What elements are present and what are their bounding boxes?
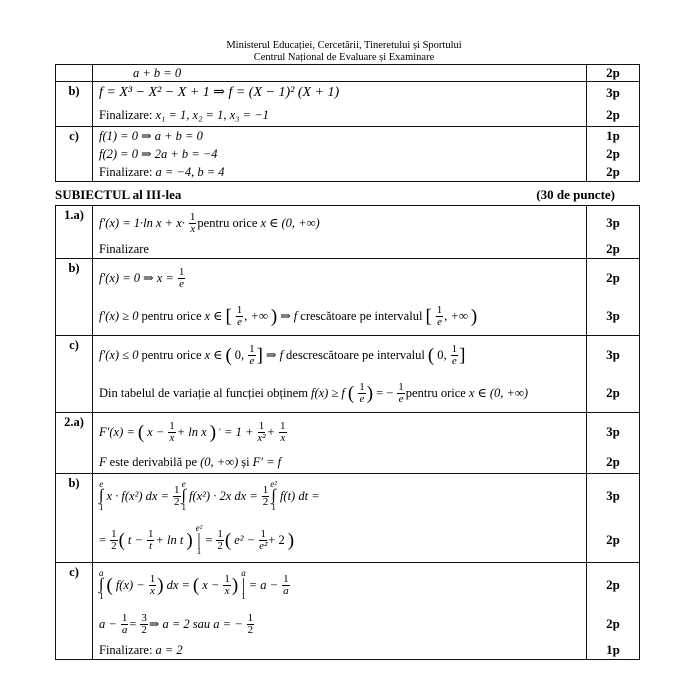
bracket: ( (225, 344, 232, 366)
math-expr: + ln t (155, 533, 184, 547)
bracket: ) (186, 529, 193, 551)
math-expr: dx = (166, 578, 190, 592)
math-expr: = (205, 533, 213, 547)
points-value: 2p (606, 270, 620, 285)
math-expr: f(x) ≥ f (310, 386, 345, 400)
frac-den: x (280, 431, 286, 444)
frac-den: 2 (217, 539, 223, 552)
row-points (587, 259, 640, 336)
points-value: 3p (606, 347, 620, 362)
frac-num: 1 (178, 265, 185, 278)
math-expr: = (129, 617, 137, 631)
frac-num: 1 (217, 527, 223, 540)
upper-limit: e² (270, 479, 277, 489)
math-expr: (0, +∞) (200, 455, 239, 469)
text: pentru orice (141, 348, 202, 362)
row-body (93, 413, 587, 474)
lower-limit: 1 (99, 502, 104, 512)
frac-num: 1 (189, 210, 196, 223)
frac-num: 1 (247, 611, 254, 624)
frac-num: 1 (436, 303, 443, 316)
fraction (247, 613, 255, 636)
math-expr: F′ = f (252, 455, 282, 469)
text: pentru orice (405, 386, 466, 400)
bracket: ( (106, 574, 113, 596)
math-value: a = 2 (155, 643, 183, 657)
frac-num: 1 (359, 380, 365, 393)
math-expr: = 1 + (224, 425, 254, 439)
fraction (121, 613, 129, 636)
finalizare-label: Finalizare: (99, 108, 153, 122)
text: Din tabelul de variație al funcției obținem (99, 386, 308, 400)
math-line (99, 297, 586, 335)
part2-table (55, 64, 640, 182)
math-expr: 0, (234, 348, 245, 362)
row-label: b) (56, 82, 93, 127)
row-label (56, 65, 93, 82)
math-expr: x · f(x²) dx = (106, 489, 169, 503)
frac-num: 1 (169, 419, 175, 432)
fraction (397, 382, 405, 405)
math-line (99, 518, 586, 562)
math-line (99, 474, 586, 518)
bracket: ) (231, 574, 239, 596)
frac-den: a (121, 623, 128, 636)
frac-num: 1 (174, 483, 180, 496)
math-expr: f(x) − (115, 578, 145, 592)
frac-den: 2 (174, 495, 180, 508)
points-value: 2p (606, 65, 620, 80)
frac-den: e (398, 392, 404, 405)
table-row (56, 65, 640, 82)
math-expr: 0, (437, 348, 447, 362)
math-line (99, 82, 586, 104)
frac-den: 2 (111, 539, 117, 552)
bracket: ) (366, 382, 374, 404)
math-line (99, 563, 586, 607)
math-expr: f(x²) · 2x dx = (189, 489, 258, 503)
row-points (587, 206, 640, 259)
math-value: x₁ = 1, x₂ = 1, x₃ = −1 (155, 108, 269, 122)
fraction (257, 421, 265, 444)
bracket: ( (347, 382, 355, 404)
frac-num: 1 (236, 303, 243, 316)
frac-den: e (359, 392, 365, 405)
math-expr: f′(x) = 1·ln x + x· (99, 216, 185, 230)
row-label: b) (56, 259, 93, 336)
frac-num: 1 (260, 527, 266, 540)
fraction (236, 305, 244, 328)
math-expr: f = X³ − X² − X + 1 ⇒ f = (X − 1)² (X + 1) (99, 85, 340, 100)
bracket: ] (256, 344, 263, 366)
bracket: ( (118, 529, 125, 551)
part3-table (55, 205, 640, 660)
points-value: 2p (606, 577, 620, 592)
frac-num: 1 (280, 419, 286, 432)
frac-den: t (149, 539, 153, 552)
fraction (248, 344, 256, 367)
section-title: SUBIECTUL al III-lea (55, 187, 182, 202)
lower-limit: 1 (241, 591, 246, 601)
points-value: 2p (606, 146, 620, 161)
math-line (99, 127, 586, 145)
text: pentru orice (141, 309, 202, 323)
math-expr: F′(x) = (99, 425, 135, 439)
fraction (259, 529, 267, 552)
table-row (56, 127, 640, 182)
frac-den: 2 (262, 495, 269, 508)
frac-den: e² (259, 539, 268, 552)
row-points (587, 82, 640, 127)
frac-den: e (237, 315, 242, 328)
frac-num: 1 (147, 527, 154, 540)
frac-num: 1 (258, 419, 265, 432)
fraction (358, 382, 366, 405)
evaluation-bar: a | 1 (241, 568, 246, 601)
frac-den: e (437, 315, 442, 328)
fraction (110, 529, 118, 552)
row-points (587, 65, 640, 82)
lower-limit: 1 (181, 502, 186, 512)
integral-sign: e ∫ 1 (181, 479, 186, 512)
points-value: 3p (606, 488, 620, 503)
frac-den: 2 (141, 623, 147, 636)
math-line (99, 259, 586, 297)
math-expr: a − (99, 617, 117, 631)
text: este derivabilă pe (109, 455, 198, 469)
math-expr: ⇒ f (265, 348, 284, 362)
text: crescătoare pe intervalul (300, 309, 423, 323)
bracket: ( (137, 421, 145, 443)
section-score: (30 de puncte) (536, 187, 615, 202)
frac-den: x² (257, 431, 266, 444)
points-value: 2p (606, 616, 620, 631)
bracket: ) (209, 421, 217, 443)
frac-num: 1 (249, 342, 255, 355)
math-line (99, 607, 586, 641)
fraction (178, 267, 186, 290)
fraction (282, 574, 290, 597)
fraction (173, 485, 181, 508)
fraction (279, 421, 287, 444)
math-expr: f′(x) ≥ 0 (99, 309, 139, 323)
prime-mark: ′ (219, 427, 222, 437)
math-expr: + 2 (268, 533, 285, 547)
frac-num: 1 (224, 572, 230, 585)
table-row (56, 259, 640, 336)
row-points (587, 413, 640, 474)
math-expr: f(t) dt = (279, 489, 320, 503)
row-label: b) (56, 474, 93, 563)
frac-num: 1 (121, 611, 128, 624)
evaluation-bar: e² | 1 (195, 523, 203, 556)
math-expr: , +∞ (444, 309, 468, 323)
row-points (587, 563, 640, 660)
table-row (56, 82, 640, 127)
table-row (56, 474, 640, 563)
row-body (93, 127, 587, 182)
math-expr: f′(x) = 0 ⇒ x = (99, 271, 174, 285)
frac-num: 1 (111, 527, 117, 540)
bracket: ( (427, 344, 435, 366)
upper-limit: a (241, 568, 246, 578)
fraction (223, 574, 231, 597)
math-value: a = −4, b = 4 (155, 165, 225, 179)
frac-den: e (451, 354, 457, 367)
points-value: 3p (606, 424, 620, 439)
math-expr: x ∈ (0, +∞) (468, 386, 529, 400)
points-value: 2p (606, 107, 620, 122)
frac-num: 3 (141, 611, 147, 624)
row-body (93, 206, 587, 259)
upper-limit: e (181, 479, 186, 489)
table-row (56, 206, 640, 259)
math-expr: a + b = 0 (133, 66, 182, 80)
bracket: ] (459, 344, 466, 366)
integral-sign: a ∫ 1 (99, 568, 104, 601)
fraction (262, 485, 270, 508)
math-expr: , +∞ (244, 309, 268, 323)
frac-den: a (283, 584, 289, 597)
math-expr: f(1) = 0 ⇒ a + b = 0 (99, 129, 203, 143)
math-expr: = a − (248, 578, 279, 592)
finalizare-label: Finalizare (99, 242, 149, 256)
math-expr: F (99, 455, 107, 469)
points-value: 3p (606, 308, 620, 323)
header-ministry: Ministerul Educației, Cercetării, Tineretului și Sportului (226, 40, 462, 51)
integral-sign: e² ∫ 1 (270, 479, 277, 512)
row-body (93, 259, 587, 336)
table-row (56, 413, 640, 474)
points-value: 2p (606, 532, 620, 547)
text: descrescătoare pe intervalul (286, 348, 425, 362)
fraction (168, 421, 176, 444)
math-line (99, 451, 586, 473)
bracket: ) (287, 529, 295, 551)
bracket: [ (225, 305, 232, 327)
row-body (93, 563, 587, 660)
math-expr: x − (202, 578, 220, 592)
upper-limit: e² (195, 523, 203, 533)
points-value: 2p (606, 164, 620, 179)
bracket: ) (157, 574, 164, 596)
upper-limit: a (99, 568, 104, 578)
finalizare-line (99, 104, 586, 126)
math-expr: x ∈ (204, 348, 223, 362)
frac-den: x (169, 431, 175, 444)
bracket: ( (224, 529, 232, 551)
row-label: c) (56, 563, 93, 660)
bracket: ) (270, 305, 278, 327)
points-value: 2p (606, 454, 620, 469)
math-line (99, 65, 586, 81)
row-label: 2.a) (56, 413, 93, 474)
math-expr: = − (376, 386, 394, 400)
points-value: 3p (606, 85, 620, 100)
row-points (587, 127, 640, 182)
row-body (93, 82, 587, 127)
math-line (99, 206, 586, 240)
upper-limit: e (99, 479, 104, 489)
frac-den: x (224, 584, 230, 597)
text: și (241, 455, 250, 469)
math-expr: f(2) = 0 ⇒ 2a + b = −4 (99, 147, 218, 161)
finalizare-label: Finalizare: (99, 643, 153, 657)
row-body (93, 65, 587, 82)
document-header (0, 0, 688, 64)
points-value: 3p (606, 215, 620, 230)
math-expr: x ∈ (204, 309, 223, 323)
bracket: ( (192, 574, 200, 596)
frac-num: 1 (283, 572, 289, 585)
math-line (99, 336, 586, 374)
row-label: c) (56, 127, 93, 182)
document-body (55, 64, 640, 660)
row-body (93, 474, 587, 563)
finalizare-label: Finalizare: (99, 165, 153, 179)
math-expr: e² − (234, 533, 256, 547)
frac-num: 1 (451, 342, 458, 355)
finalizare-line (99, 163, 586, 181)
math-expr: ⇒ a = 2 sau a = − (148, 617, 243, 631)
points-value: 1p (606, 128, 620, 143)
points-value: 2p (606, 385, 620, 400)
frac-num: 1 (398, 380, 404, 393)
fraction (216, 529, 224, 552)
row-points (587, 474, 640, 563)
frac-num: 1 (262, 483, 269, 496)
frac-den: x (190, 222, 196, 235)
bracket: ) (470, 305, 478, 327)
finalizare-line (99, 240, 586, 258)
frac-den: e (179, 277, 185, 290)
frac-num: 1 (149, 572, 156, 585)
fraction (451, 344, 459, 367)
lower-limit: 1 (271, 502, 276, 512)
math-expr: + ln x (176, 425, 207, 439)
header-center: Centrul Național de Evaluare și Examinare (253, 52, 435, 63)
math-expr: t − (127, 533, 143, 547)
fraction (436, 305, 444, 328)
fraction (147, 529, 155, 552)
fraction (140, 613, 148, 636)
math-expr: ⇒ f (280, 309, 298, 323)
math-expr: x − (147, 425, 165, 439)
row-label: 1.a) (56, 206, 93, 259)
finalizare-line (99, 641, 586, 659)
points-value: 1p (606, 642, 620, 657)
math-expr: = (99, 533, 107, 547)
frac-den: x (150, 584, 155, 597)
text: pentru orice (197, 216, 258, 230)
math-line (99, 413, 586, 451)
fraction (189, 212, 197, 235)
math-expr: f′(x) ≤ 0 (99, 348, 139, 362)
points-value: 2p (606, 241, 620, 256)
lower-limit: 1 (196, 546, 202, 556)
table-row (56, 563, 640, 660)
row-body (93, 336, 587, 413)
row-points (587, 336, 640, 413)
section-heading (55, 185, 640, 205)
math-line (99, 145, 586, 163)
math-expr: x ∈ (0, +∞) (260, 216, 320, 230)
lower-limit: 1 (99, 591, 104, 601)
math-line (99, 374, 586, 412)
frac-den: e (249, 354, 255, 367)
row-label: c) (56, 336, 93, 413)
math-expr: + (266, 425, 276, 439)
table-row (56, 336, 640, 413)
frac-den: 2 (247, 623, 254, 636)
bracket: [ (425, 305, 432, 327)
fraction (149, 574, 157, 597)
integral-sign: e ∫ 1 (99, 479, 104, 512)
